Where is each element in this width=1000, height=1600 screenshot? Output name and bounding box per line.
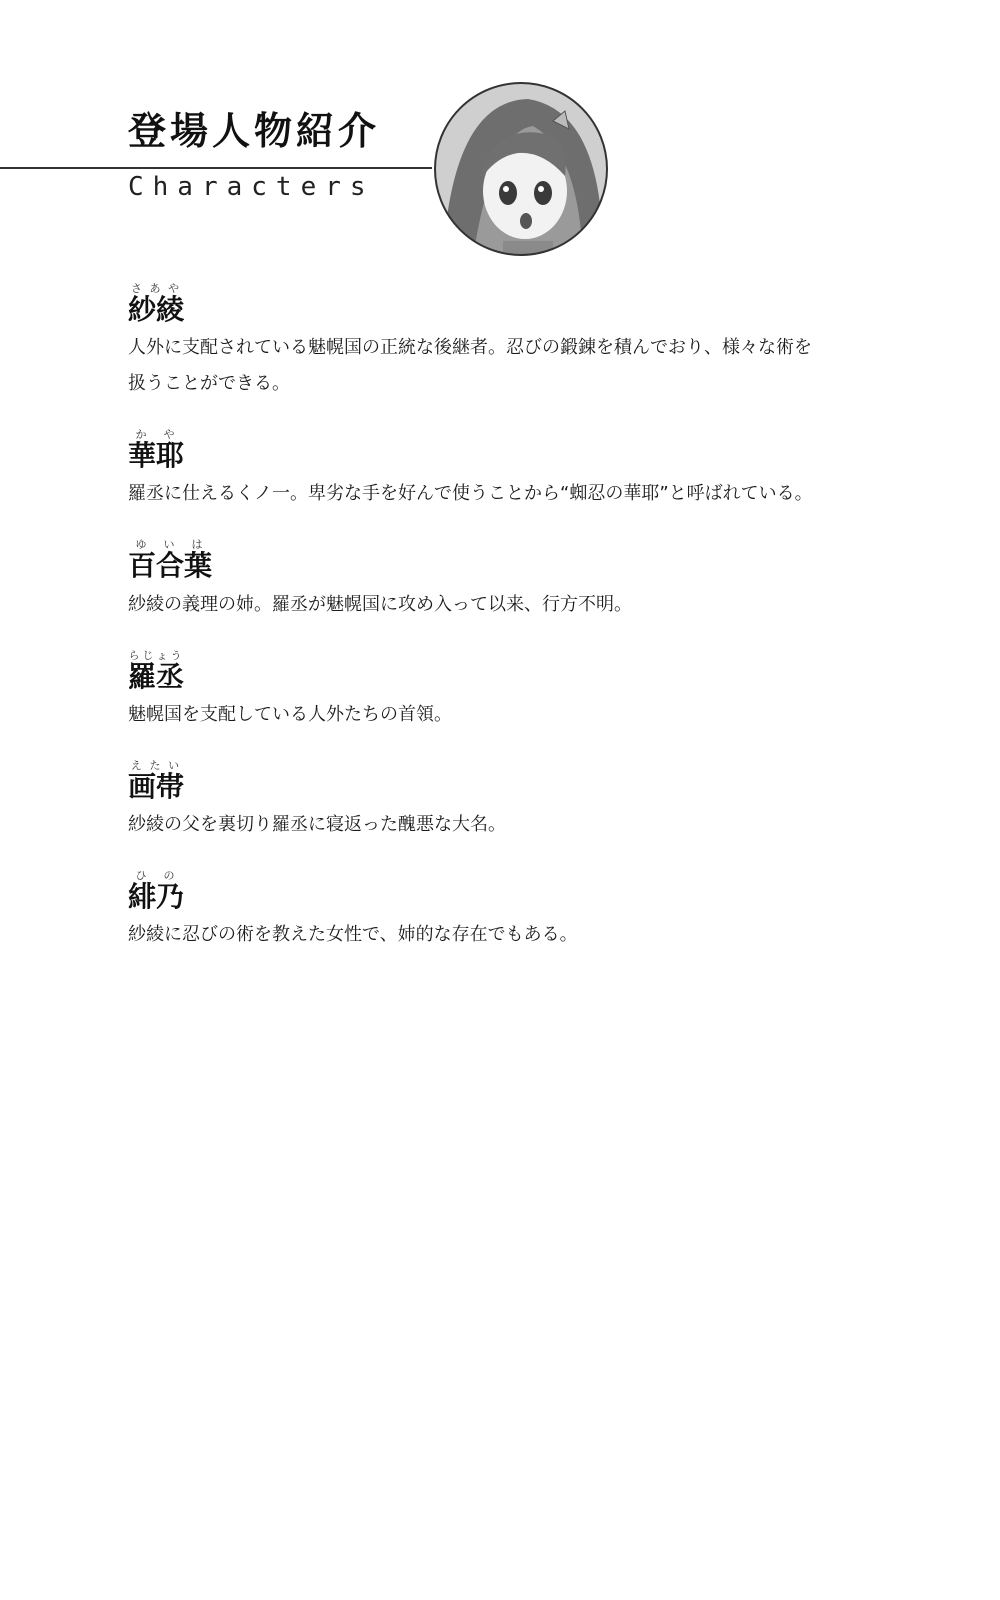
character-description: 羅丞に仕えるくノ一。卑劣な手を好んで使うことから“蜘忍の華耶”と呼ばれている。 <box>128 483 813 505</box>
character-name: 画帯えたい <box>128 758 185 803</box>
character-name: 百合葉ゆいは <box>128 538 213 583</box>
character-entry-yuiha <box>128 538 848 622</box>
character-name: 紗綾さあや <box>128 282 185 326</box>
character-name: 華耶かや <box>128 428 185 473</box>
character-description: 魅幌国を支配している人外たちの首領。 <box>128 703 452 725</box>
character-portrait <box>433 81 609 257</box>
character-description: 紗綾の父を裏切り羅丞に寝返った醜悪な大名。 <box>128 813 506 835</box>
page-subtitle: Characters <box>128 172 375 202</box>
character-entry-rajou <box>128 649 848 733</box>
character-description: 人外に支配されている魅幌国の正統な後継者。忍びの鍛錬を積んでおり、様々な術を扱うことができる。 <box>128 337 812 395</box>
character-description: 紗綾に忍びの術を教えた女性で、姉的な存在でもある。 <box>128 924 578 946</box>
character-name: 羅丞らじょう <box>128 648 185 693</box>
character-entry-etai <box>128 759 848 843</box>
character-entry-hino <box>128 869 848 953</box>
character-name: 緋乃ひの <box>128 868 185 913</box>
character-entry-saaya <box>128 282 848 402</box>
character-entry-kaya <box>128 428 848 512</box>
character-description: 紗綾の義理の姉。羅丞が魅幌国に攻め入って以来、行方不明。 <box>128 593 632 615</box>
character-list <box>128 282 848 979</box>
header-rule <box>0 167 432 169</box>
page-title: 登場人物紹介 <box>128 108 381 153</box>
